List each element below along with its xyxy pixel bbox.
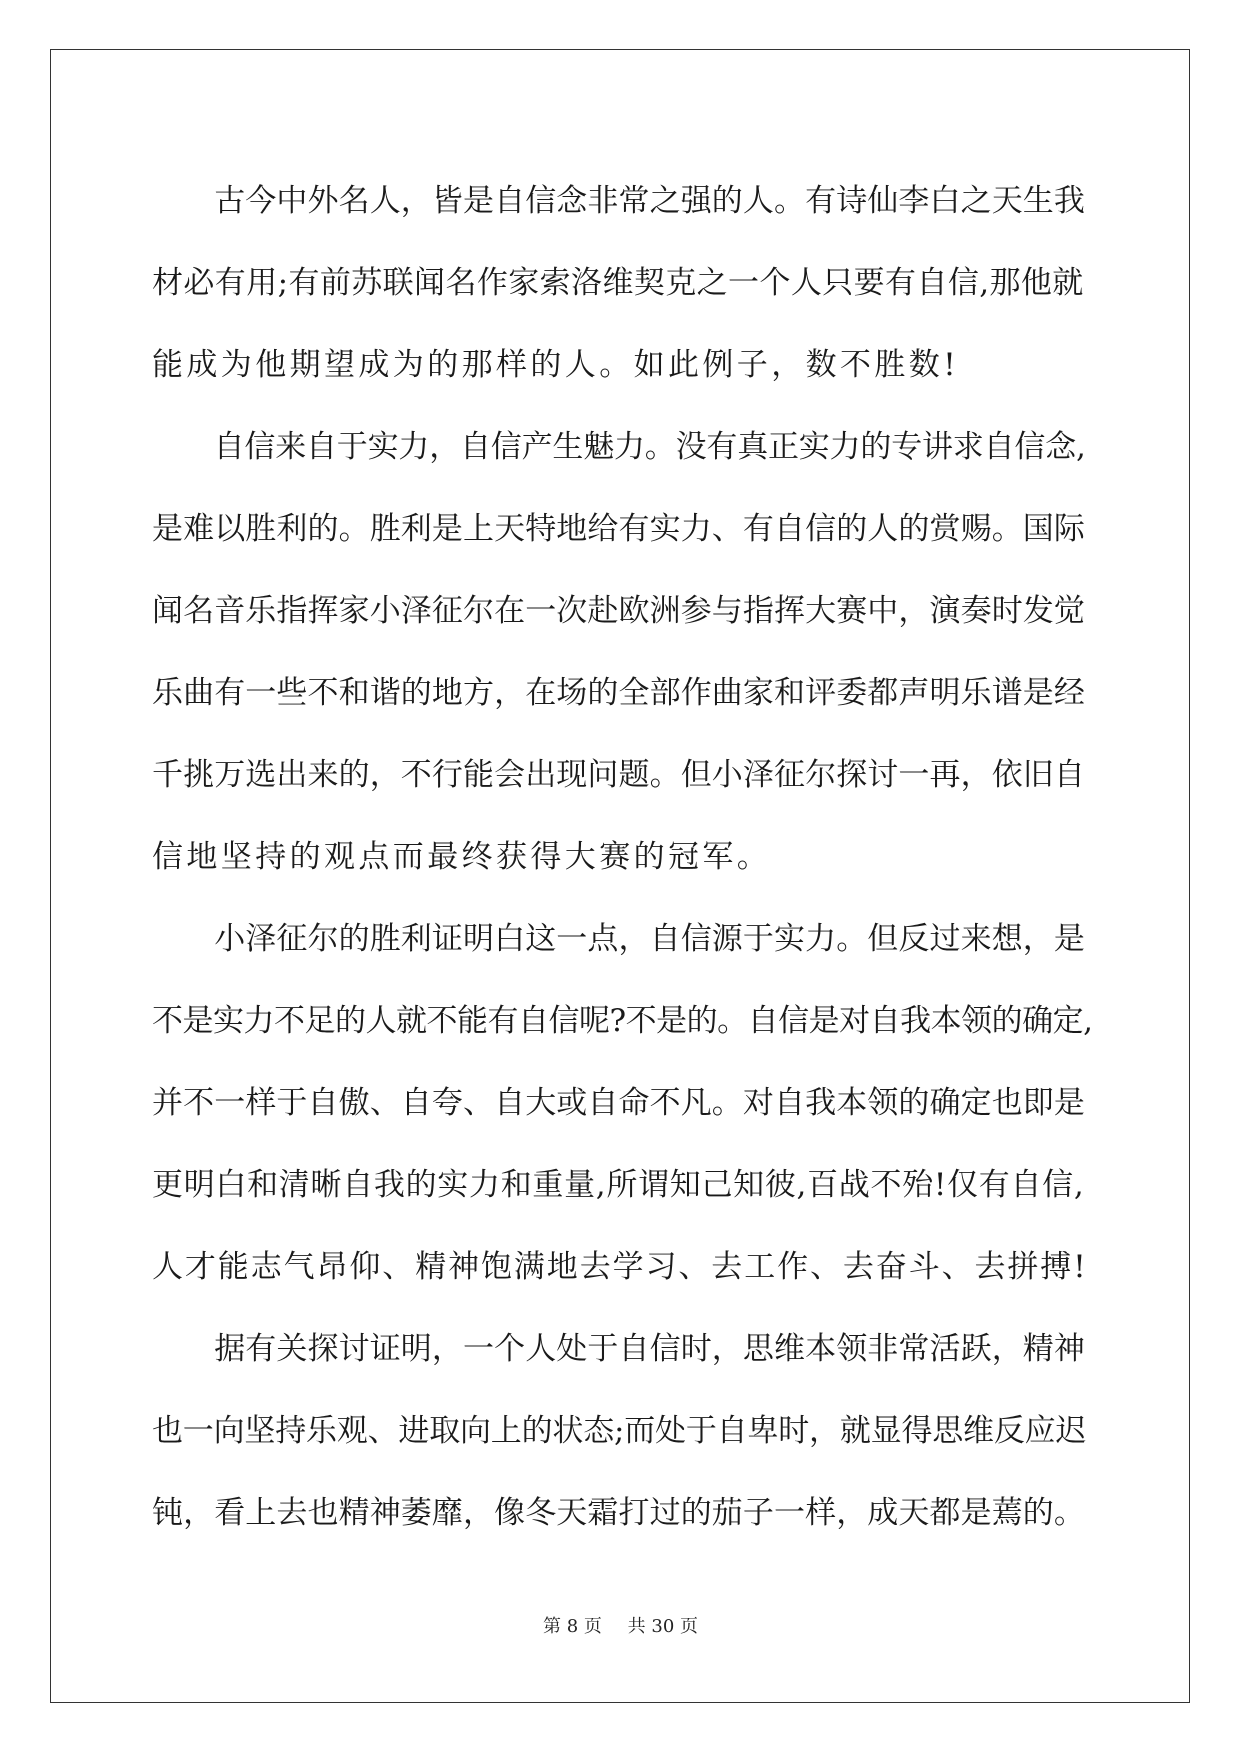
- text-line: 是难以胜利的。胜利是上天特地给有实力、有自信的人的赏赐。国际: [152, 511, 1085, 547]
- page-footer: [0, 1612, 1241, 1638]
- text-line: 材必有用;有前苏联闻名作家索洛维契克之一个人只要有自信,那他就: [152, 265, 1084, 301]
- text-line: 人才能志气昂仰、精神饱满地去学习、去工作、去奋斗、去拼搏!: [152, 1249, 1088, 1285]
- document-body: [152, 160, 1092, 1554]
- text-line: 自信来自于实力，自信产生魅力。没有真正实力的专讲求自信念,: [152, 429, 1086, 465]
- paragraph: [152, 1308, 1092, 1554]
- text-line: 更明白和清晰自我的实力和重量,所谓知己知彼,百战不殆!仅有自信,: [152, 1167, 1085, 1203]
- text-line: 钝，看上去也精神萎靡，像冬天霜打过的茄子一样，成天都是蔫的。: [152, 1495, 1085, 1531]
- text-line: 古今中外名人，皆是自信念非常之强的人。有诗仙李白之天生我: [152, 183, 1085, 219]
- text-line: 能成为他期望成为的那样的人。如此例子，数不胜数!: [152, 347, 960, 383]
- text-line: 据有关探讨证明，一个人处于自信时，思维本领非常活跃，精神: [152, 1331, 1085, 1367]
- paragraph: [152, 406, 1092, 898]
- text-line: 千挑万选出来的，不行能会出现问题。但小泽征尔探讨一再，依旧自: [152, 757, 1085, 793]
- text-line: 小泽征尔的胜利证明白这一点，自信源于实力。但反过来想，是: [152, 921, 1085, 957]
- page-number: 第 8 页: [543, 1616, 602, 1637]
- page-total: 共 30 页: [627, 1616, 698, 1637]
- text-line: 不是实力不足的人就不能有自信呢?不是的。自信是对自我本领的确定,: [152, 1003, 1093, 1039]
- paragraph: [152, 160, 1092, 406]
- text-line: 信地坚持的观点而最终获得大赛的冠军。: [152, 839, 772, 875]
- text-line: 闻名音乐指挥家小泽征尔在一次赴欧洲参与指挥大赛中，演奏时发觉: [152, 593, 1085, 629]
- text-line: 乐曲有一些不和谐的地方，在场的全部作曲家和评委都声明乐谱是经: [152, 675, 1085, 711]
- text-line: 并不一样于自傲、自夸、自大或自命不凡。对自我本领的确定也即是: [152, 1085, 1085, 1121]
- paragraph: [152, 898, 1092, 1308]
- text-line: 也一向坚持乐观、进取向上的状态;而处于自卑时，就显得思维反应迟: [152, 1413, 1087, 1449]
